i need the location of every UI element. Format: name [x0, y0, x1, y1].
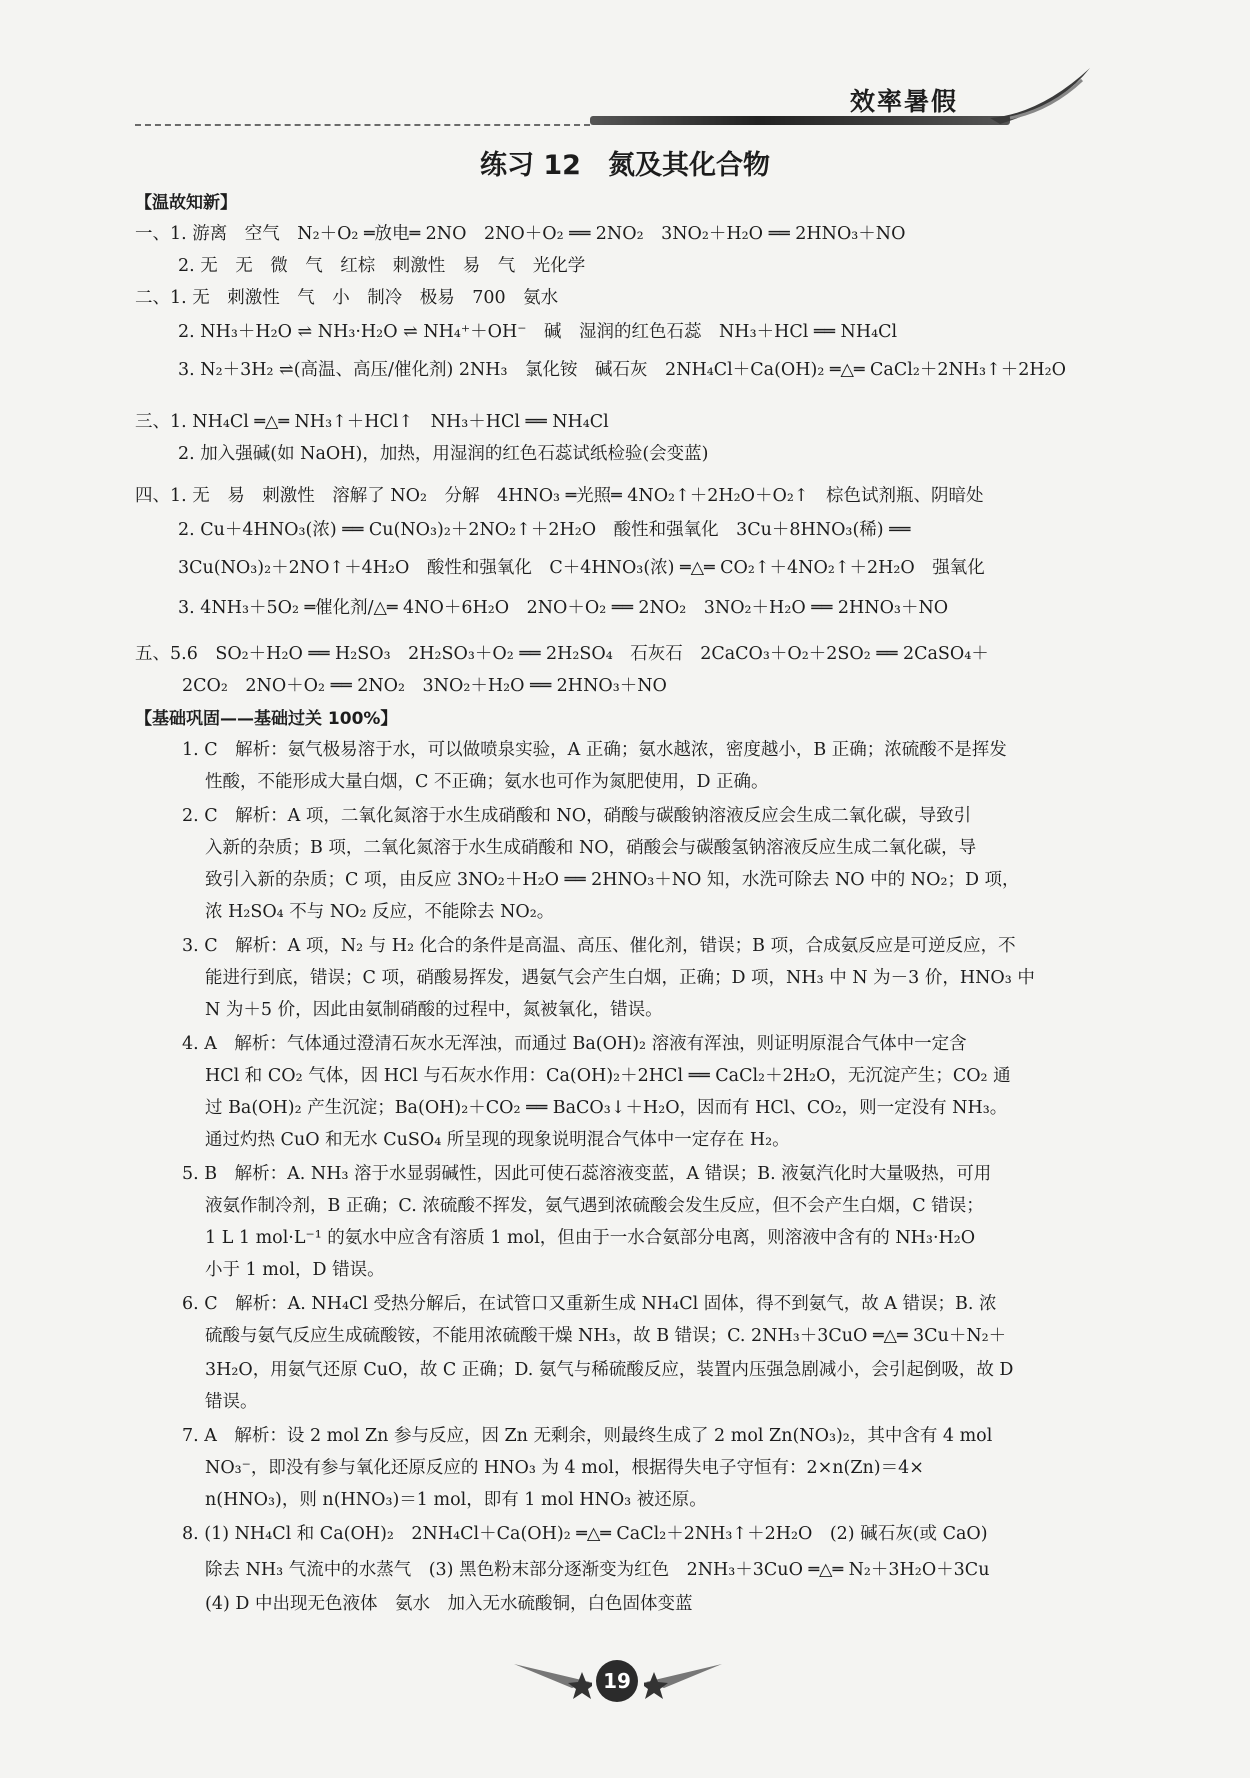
text-line: 液氨作制冷剂，B 正确；C. 浓硫酸不挥发，氨气遇到浓硫酸会发生反应，但不会产生白烟，C 错误； [205, 1196, 984, 1216]
text-line: 错误。 [205, 1392, 258, 1412]
text-line: 一、1. 游离 空气 N₂＋O₂ ═放电═ 2NO 2NO＋O₂ ══ 2NO₂ 3NO₂＋H₂O ══ 2HNO₃＋NO [135, 224, 906, 244]
text-line: 能进行到底，错误；C 项，硝酸易挥发，遇氨气会产生白烟，正确；D 项，NH₃ 中 N 为－3 价，HNO₃ 中 [205, 968, 1035, 988]
text-line: 通过灼热 CuO 和无水 CuSO₄ 所呈现的现象说明混合气体中一定存在 H₂。 [205, 1130, 790, 1150]
text-line: 2. C 解析：A 项，二氧化氮溶于水生成硝酸和 NO，硝酸与碳酸钠溶液反应会生成二氧化碳，导致引 [182, 806, 972, 826]
text-line: 3H₂O，用氨气还原 CuO，故 C 正确；D. 氨气与稀硫酸反应，装置内压强急剧减小，会引起倒吸，故 D [205, 1360, 1014, 1380]
text-line: 1. C 解析：氨气极易溶于水，可以做喷泉实验，A 正确；氨水越浓，密度越小，B 正确；浓硫酸不是挥发 [182, 740, 1007, 760]
text-line: 2. 无 无 微 气 红棕 刺激性 易 气 光化学 [178, 256, 586, 276]
text-line: 2. NH₃＋H₂O ⇌ NH₃·H₂O ⇌ NH₄⁺＋OH⁻ 碱 湿润的红色石蕊 NH₃＋HCl ══ NH₄Cl [178, 322, 898, 342]
text-line: 除去 NH₃ 气流中的水蒸气 (3) 黑色粉末部分逐渐变为红色 2NH₃＋3CuO ═△═ N₂＋3H₂O＋3Cu [205, 1560, 990, 1580]
text-line: 7. A 解析：设 2 mol Zn 参与反应，因 Zn 无剩余，则最终生成了 2 mol Zn(NO₃)₂，其中含有 4 mol [182, 1426, 993, 1446]
page-number: 19 [596, 1660, 638, 1702]
text-line: 性酸，不能形成大量白烟，C 不正确；氨水也可作为氮肥使用，D 正确。 [205, 772, 769, 792]
text-line: 二、1. 无 刺激性 气 小 制冷 极易 700 氨水 [135, 288, 559, 308]
header-dashed-rule [135, 124, 590, 126]
text-line: 浓 H₂SO₄ 不与 NO₂ 反应，不能除去 NO₂。 [205, 902, 555, 922]
section-basic-heading: 【基础巩固——基础过关 100%】 [135, 709, 398, 729]
section-review-heading: 【温故知新】 [135, 193, 237, 213]
text-line: 2CO₂ 2NO＋O₂ ══ 2NO₂ 3NO₂＋H₂O ══ 2HNO₃＋NO [182, 676, 667, 696]
text-line: HCl 和 CO₂ 气体，因 HCl 与石灰水作用：Ca(OH)₂＋2HCl ══ CaCl₂＋2H₂O，无沉淀产生；CO₂ 通 [205, 1066, 1011, 1086]
text-line: 1 L 1 mol·L⁻¹ 的氨水中应含有溶质 1 mol，但由于一水合氨部分电离，则溶液中含有的 NH₃·H₂O [205, 1228, 976, 1248]
text-line: n(HNO₃)，则 n(HNO₃)＝1 mol，即有 1 mol HNO₃ 被还原。 [205, 1490, 707, 1510]
swoosh-icon [990, 66, 1100, 126]
text-line: 致引入新的杂质；C 项，由反应 3NO₂＋H₂O ══ 2HNO₃＋NO 知，水洗可除去 NO 中的 NO₂；D 项， [205, 870, 1020, 890]
text-line: 8. (1) NH₄Cl 和 Ca(OH)₂ 2NH₄Cl＋Ca(OH)₂ ═△═ CaCl₂＋2NH₃↑＋2H₂O (2) 碱石灰(或 CaO) [182, 1524, 988, 1544]
text-line: 四、1. 无 易 刺激性 溶解了 NO₂ 分解 4HNO₃ ═光照═ 4NO₂↑＋2H₂O＋O₂↑ 棕色试剂瓶、阴暗处 [135, 486, 984, 506]
star-ornament-left-icon [512, 1658, 592, 1704]
text-line: 3. N₂＋3H₂ ⇌(高温、高压/催化剂) 2NH₃ 氯化铵 碱石灰 2NH₄Cl＋Ca(OH)₂ ═△═ CaCl₂＋2NH₃↑＋2H₂O [178, 360, 1066, 380]
star-ornament-right-icon [644, 1658, 724, 1704]
text-line: 6. C 解析：A. NH₄Cl 受热分解后，在试管口又重新生成 NH₄Cl 固体，得不到氨气，故 A 错误；B. 浓 [182, 1294, 997, 1314]
text-line: 小于 1 mol，D 错误。 [205, 1260, 385, 1280]
text-line: (4) D 中出现无色液体 氨水 加入无水硫酸铜，白色固体变蓝 [205, 1594, 693, 1614]
text-line: 3. C 解析：A 项，N₂ 与 H₂ 化合的条件是高温、高压、催化剂，错误；B 项，合成氨反应是可逆反应，不 [182, 936, 1016, 956]
text-line: 入新的杂质；B 项，二氧化氮溶于水生成硝酸和 NO，硝酸会与碳酸氢钠溶液反应生成二氧化碳，导 [205, 838, 977, 858]
text-line: 硫酸与氨气反应生成硫酸铵，不能用浓硫酸干燥 NH₃，故 B 错误；C. 2NH₃＋3CuO ═△═ 3Cu＋N₂＋ [205, 1326, 1007, 1346]
text-line: NO₃⁻，即没有参与氧化还原反应的 HNO₃ 为 4 mol，根据得失电子守恒有：2×n(Zn)＝4× [205, 1458, 924, 1478]
page-title: 练习 12 氮及其化合物 [480, 150, 770, 181]
header-brand: 效率暑假 [850, 87, 959, 116]
text-line: 2. 加入强碱(如 NaOH)，加热，用湿润的红色石蕊试纸检验(会变蓝) [178, 444, 709, 464]
text-line: 2. Cu＋4HNO₃(浓) ══ Cu(NO₃)₂＋2NO₂↑＋2H₂O 酸性和强氧化 3Cu＋8HNO₃(稀) ══ [178, 520, 911, 540]
text-line: N 为＋5 价，因此由氨制硝酸的过程中，氮被氧化，错误。 [205, 1000, 663, 1020]
text-line: 三、1. NH₄Cl ═△═ NH₃↑＋HCl↑ NH₃＋HCl ══ NH₄Cl [135, 412, 609, 432]
text-line: 过 Ba(OH)₂ 产生沉淀；Ba(OH)₂＋CO₂ ══ BaCO₃↓＋H₂O，因而有 HCl、CO₂，则一定没有 NH₃。 [205, 1098, 1008, 1118]
text-line: 4. A 解析：气体通过澄清石灰水无浑浊，而通过 Ba(OH)₂ 溶液有浑浊，则证明原混合气体中一定含 [182, 1034, 967, 1054]
text-line: 3. 4NH₃＋5O₂ ═催化剂/△═ 4NO＋6H₂O 2NO＋O₂ ══ 2NO₂ 3NO₂＋H₂O ══ 2HNO₃＋NO [178, 598, 949, 618]
text-line: 3Cu(NO₃)₂＋2NO↑＋4H₂O 酸性和强氧化 C＋4HNO₃(浓) ═△═ CO₂↑＋4NO₂↑＋2H₂O 强氧化 [178, 558, 985, 578]
text-line: 5. B 解析：A. NH₃ 溶于水显弱碱性，因此可使石蕊溶液变蓝，A 错误；B. 液氨汽化时大量吸热，可用 [182, 1164, 992, 1184]
text-line: 五、5.6 SO₂＋H₂O ══ H₂SO₃ 2H₂SO₃＋O₂ ══ 2H₂SO₄ 石灰石 2CaCO₃＋O₂＋2SO₂ ══ 2CaSO₄＋ [135, 644, 989, 664]
